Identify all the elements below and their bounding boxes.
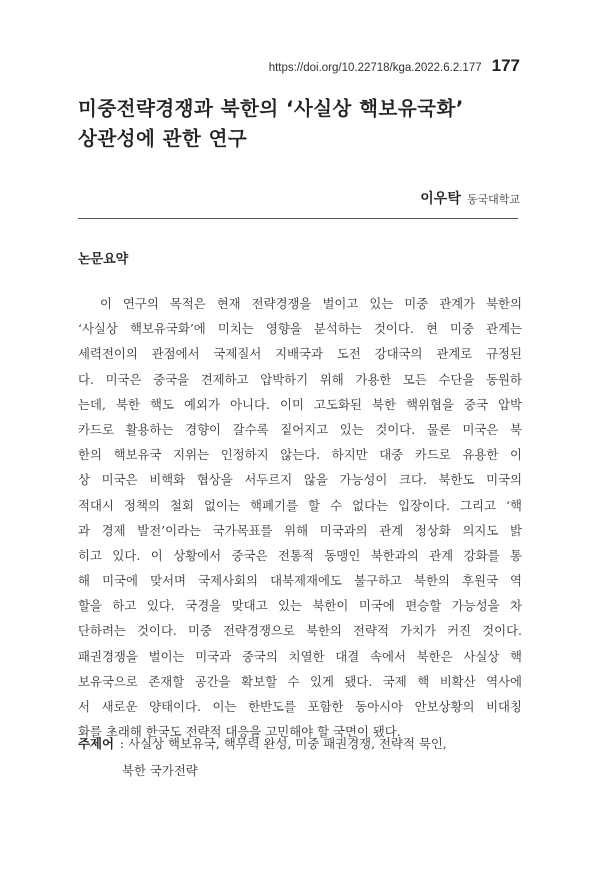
abstract-line: ‘사실상 핵보유국화’에 미치는 영향을 분석하는 것이다. 현 미중 관계는	[78, 321, 522, 337]
keywords-label: 주제어	[78, 736, 114, 751]
abstract-line: 다. 미국은 중국을 견제하고 압박하기 위해 가용한 모든 수단을 동원하	[78, 371, 522, 387]
abstract-line: 단하려는 것이다. 미중 전략경쟁으로 북한의 전략적 가치가 커진 것이다.	[78, 623, 522, 639]
abstract-line: 는데, 북한 핵도 예외가 아니다. 이미 고도화된 북한 핵위협을 중국 압박	[78, 396, 522, 412]
author-block	[420, 188, 520, 208]
doi-link[interactable]: https://doi.org/10.22718/kga.2022.6.2.177	[268, 62, 482, 74]
title-divider	[78, 218, 518, 219]
title-line-1: 미중전략경쟁과 북한의 ‘사실상 핵보유국화’	[78, 97, 464, 120]
abstract-line: 한의 핵보유국 지위는 인정하지 않는다. 하지만 대중 카드로 유용한 이	[78, 447, 522, 463]
abstract-line: 화를 초래해 한국도 전략적 대응을 고민해야 할 국면이 됐다.	[78, 724, 401, 740]
keywords-block	[78, 730, 528, 784]
abstract-line: 상 미국은 비핵화 협상을 서두르지 않을 가능성이 크다. 북한도 미국의	[78, 472, 522, 488]
abstract-line: 보유국으로 존재할 공간을 확보할 수 있게 됐다. 국제 핵 비확산 역사에	[78, 673, 522, 689]
abstract-line: 할을 하고 있다. 국경을 맞대고 있는 북한이 미국에 편승할 가능성을 차	[78, 598, 522, 614]
page-header	[269, 56, 520, 76]
abstract-body	[78, 291, 522, 744]
page-number: 177	[491, 56, 520, 75]
author-affiliation: 동국대학교	[466, 193, 520, 206]
abstract-line: 카드로 활용하는 경향이 갈수록 짙어지고 있는 것이다. 물론 미국은 북	[78, 421, 522, 437]
paper-title	[78, 94, 538, 154]
keywords-separator: :	[119, 736, 125, 751]
abstract-line: 서 새로운 양태이다. 이는 한반도를 포함한 동아시아 안보상황의 비대칭	[78, 699, 522, 714]
keywords-list-line-1: 사실상 핵보유국, 핵무력 완성, 미중 패권경쟁, 전략적 묵인,	[128, 736, 447, 751]
abstract-line: 패권경쟁을 벌이는 미국과 중국의 치열한 대결 속에서 북한은 사실상 핵	[78, 648, 522, 664]
author-name: 이우탁	[420, 191, 461, 207]
abstract-line: 히고 있다. 이 상황에서 중국은 전통적 동맹인 북한과의 관계 강화를 통	[78, 547, 522, 563]
keywords-list-line-2: 북한 국가전략	[122, 763, 198, 778]
title-line-2: 상관성에 관한 연구	[78, 127, 248, 150]
abstract-heading: 논문요약	[78, 252, 129, 267]
abstract-line: 해 미국에 맞서며 국제사회의 대북제재에도 불구하고 북한의 후원국 역	[78, 573, 522, 589]
abstract-line: 적대시 정책의 철회 없이는 핵폐기를 할 수 없다는 입장이다. 그리고 ‘핵	[78, 497, 522, 513]
abstract-line: 과 경제 발전’이라는 국가목표를 위해 미국과의 관계 정상화 의지도 밝	[78, 522, 522, 538]
keywords-row	[78, 730, 528, 757]
abstract-line: 이 연구의 목적은 현재 전략경쟁을 벌이고 있는 미중 관계가 북한의	[78, 296, 522, 311]
abstract-line: 세력전이의 관점에서 국제질서 지배국과 도전 강대국의 관계로 규정된	[78, 346, 522, 362]
